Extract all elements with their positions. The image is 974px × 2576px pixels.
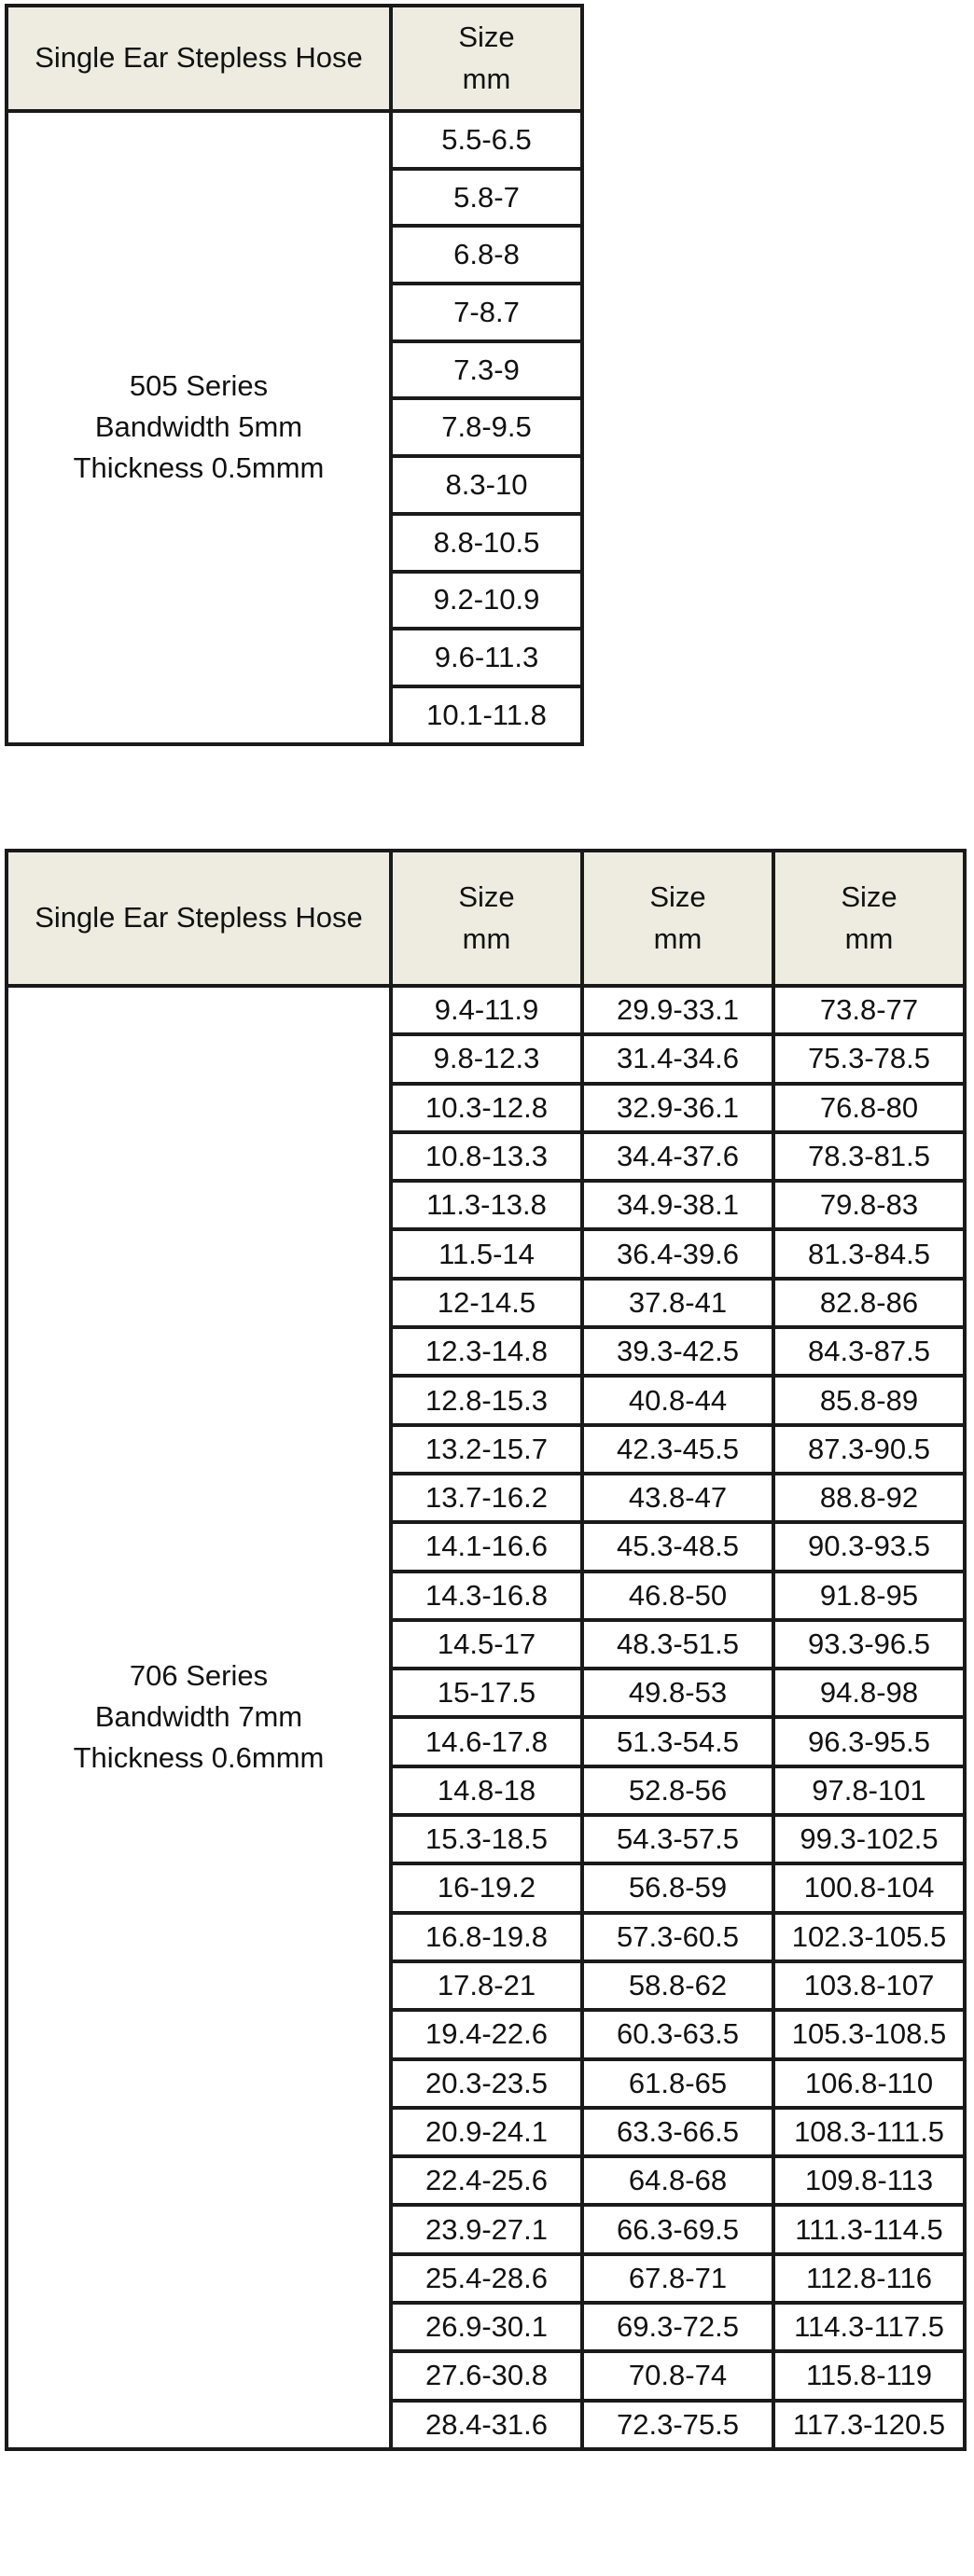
size-cell: 73.8-77 — [773, 986, 965, 1034]
size-cell: 78.3-81.5 — [773, 1132, 965, 1181]
size-cell: 7.8-9.5 — [391, 398, 582, 456]
table-header-row — [7, 6, 582, 111]
size-cell: 28.4-31.6 — [391, 2401, 582, 2449]
size-cell: 34.4-37.6 — [582, 1132, 773, 1181]
size-cell: 29.9-33.1 — [582, 986, 773, 1034]
size-cell: 15.3-18.5 — [391, 1815, 582, 1863]
size-header: Size mm — [391, 851, 582, 986]
series-706-table — [5, 849, 967, 2451]
size-cell: 61.8-65 — [582, 2059, 773, 2108]
size-cell: 9.2-10.9 — [391, 572, 582, 630]
size-cell: 19.4-22.6 — [391, 2010, 582, 2058]
size-cell: 11.5-14 — [391, 1229, 582, 1278]
size-cell: 45.3-48.5 — [582, 1522, 773, 1571]
size-cell: 88.8-92 — [773, 1474, 965, 1522]
size-cell: 15-17.5 — [391, 1669, 582, 1717]
size-cell: 20.9-24.1 — [391, 2108, 582, 2156]
size-cell: 112.8-116 — [773, 2254, 965, 2303]
size-cell: 12-14.5 — [391, 1279, 582, 1327]
size-cell: 90.3-93.5 — [773, 1522, 965, 1571]
size-cell: 57.3-60.5 — [582, 1913, 773, 1961]
size-cell: 105.3-108.5 — [773, 2010, 965, 2058]
size-cell: 42.3-45.5 — [582, 1425, 773, 1474]
size-cell: 17.8-21 — [391, 1961, 582, 2010]
product-header: Single Ear Stepless Hose — [7, 6, 391, 111]
size-cell: 91.8-95 — [773, 1572, 965, 1620]
size-header: Size mm — [391, 6, 582, 111]
size-cell: 10.8-13.3 — [391, 1132, 582, 1181]
size-header: Size mm — [773, 851, 965, 986]
size-cell: 67.8-71 — [582, 2254, 773, 2303]
size-cell: 12.8-15.3 — [391, 1376, 582, 1424]
size-cell: 64.8-68 — [582, 2156, 773, 2205]
size-cell: 12.3-14.8 — [391, 1327, 582, 1376]
table-row — [7, 986, 965, 1034]
size-cell: 60.3-63.5 — [582, 2010, 773, 2058]
size-cell: 40.8-44 — [582, 1376, 773, 1424]
size-cell: 43.8-47 — [582, 1474, 773, 1522]
size-cell: 75.3-78.5 — [773, 1034, 965, 1083]
size-cell: 26.9-30.1 — [391, 2303, 582, 2351]
size-cell: 14.6-17.8 — [391, 1717, 582, 1766]
size-cell: 54.3-57.5 — [582, 1815, 773, 1863]
size-cell: 14.8-18 — [391, 1766, 582, 1815]
size-cell: 82.8-86 — [773, 1279, 965, 1327]
size-cell: 52.8-56 — [582, 1766, 773, 1815]
size-cell: 79.8-83 — [773, 1181, 965, 1229]
size-cell: 51.3-54.5 — [582, 1717, 773, 1766]
size-cell: 56.8-59 — [582, 1863, 773, 1912]
size-cell: 6.8-8 — [391, 226, 582, 284]
size-cell: 114.3-117.5 — [773, 2303, 965, 2351]
size-cell: 72.3-75.5 — [582, 2401, 773, 2449]
size-cell: 16-19.2 — [391, 1863, 582, 1912]
size-cell: 103.8-107 — [773, 1961, 965, 2010]
size-cell: 69.3-72.5 — [582, 2303, 773, 2351]
size-cell: 9.6-11.3 — [391, 629, 582, 686]
size-cell: 49.8-53 — [582, 1669, 773, 1717]
size-cell: 14.5-17 — [391, 1620, 582, 1669]
table-header-row — [7, 851, 965, 986]
size-cell: 10.1-11.8 — [391, 686, 582, 744]
size-cell: 85.8-89 — [773, 1376, 965, 1424]
size-cell: 7.3-9 — [391, 341, 582, 399]
size-cell: 70.8-74 — [582, 2351, 773, 2400]
size-cell: 25.4-28.6 — [391, 2254, 582, 2303]
size-cell: 87.3-90.5 — [773, 1425, 965, 1474]
size-cell: 20.3-23.5 — [391, 2059, 582, 2108]
size-cell: 97.8-101 — [773, 1766, 965, 1815]
series-505-table — [5, 4, 584, 746]
size-cell: 109.8-113 — [773, 2156, 965, 2205]
size-cell: 93.3-96.5 — [773, 1620, 965, 1669]
size-cell: 16.8-19.8 — [391, 1913, 582, 1961]
size-cell: 106.8-110 — [773, 2059, 965, 2108]
size-cell: 117.3-120.5 — [773, 2401, 965, 2449]
size-cell: 31.4-34.6 — [582, 1034, 773, 1083]
size-cell: 11.3-13.8 — [391, 1181, 582, 1229]
size-cell: 9.8-12.3 — [391, 1034, 582, 1083]
size-cell: 63.3-66.5 — [582, 2108, 773, 2156]
size-cell: 13.7-16.2 — [391, 1474, 582, 1522]
size-cell: 108.3-111.5 — [773, 2108, 965, 2156]
size-cell: 36.4-39.6 — [582, 1229, 773, 1278]
size-cell: 76.8-80 — [773, 1084, 965, 1132]
size-cell: 8.8-10.5 — [391, 514, 582, 572]
size-cell: 111.3-114.5 — [773, 2205, 965, 2253]
size-cell: 96.3-95.5 — [773, 1717, 965, 1766]
size-cell: 84.3-87.5 — [773, 1327, 965, 1376]
size-cell: 23.9-27.1 — [391, 2205, 582, 2253]
product-header: Single Ear Stepless Hose — [7, 851, 391, 986]
size-cell: 39.3-42.5 — [582, 1327, 773, 1376]
size-cell: 115.8-119 — [773, 2351, 965, 2400]
size-header: Size mm — [582, 851, 773, 986]
size-cell: 102.3-105.5 — [773, 1913, 965, 1961]
size-cell: 66.3-69.5 — [582, 2205, 773, 2253]
size-cell: 10.3-12.8 — [391, 1084, 582, 1132]
size-cell: 5.8-7 — [391, 169, 582, 227]
size-cell: 99.3-102.5 — [773, 1815, 965, 1863]
series-description: 505 Series Bandwidth 5mm Thickness 0.5mmm — [7, 111, 391, 744]
size-cell: 27.6-30.8 — [391, 2351, 582, 2400]
series-description: 706 Series Bandwidth 7mm Thickness 0.6mmm — [7, 986, 391, 2449]
size-cell: 5.5-6.5 — [391, 111, 582, 169]
size-cell: 81.3-84.5 — [773, 1229, 965, 1278]
size-cell: 48.3-51.5 — [582, 1620, 773, 1669]
size-cell: 7-8.7 — [391, 284, 582, 341]
size-cell: 32.9-36.1 — [582, 1084, 773, 1132]
table-row — [7, 111, 582, 169]
size-cell: 46.8-50 — [582, 1572, 773, 1620]
size-cell: 8.3-10 — [391, 456, 582, 514]
size-cell: 58.8-62 — [582, 1961, 773, 2010]
size-cell: 14.1-16.6 — [391, 1522, 582, 1571]
size-cell: 14.3-16.8 — [391, 1572, 582, 1620]
size-cell: 9.4-11.9 — [391, 986, 582, 1034]
size-cell: 13.2-15.7 — [391, 1425, 582, 1474]
size-cell: 37.8-41 — [582, 1279, 773, 1327]
size-cell: 22.4-25.6 — [391, 2156, 582, 2205]
size-cell: 34.9-38.1 — [582, 1181, 773, 1229]
size-cell: 94.8-98 — [773, 1669, 965, 1717]
size-cell: 100.8-104 — [773, 1863, 965, 1912]
